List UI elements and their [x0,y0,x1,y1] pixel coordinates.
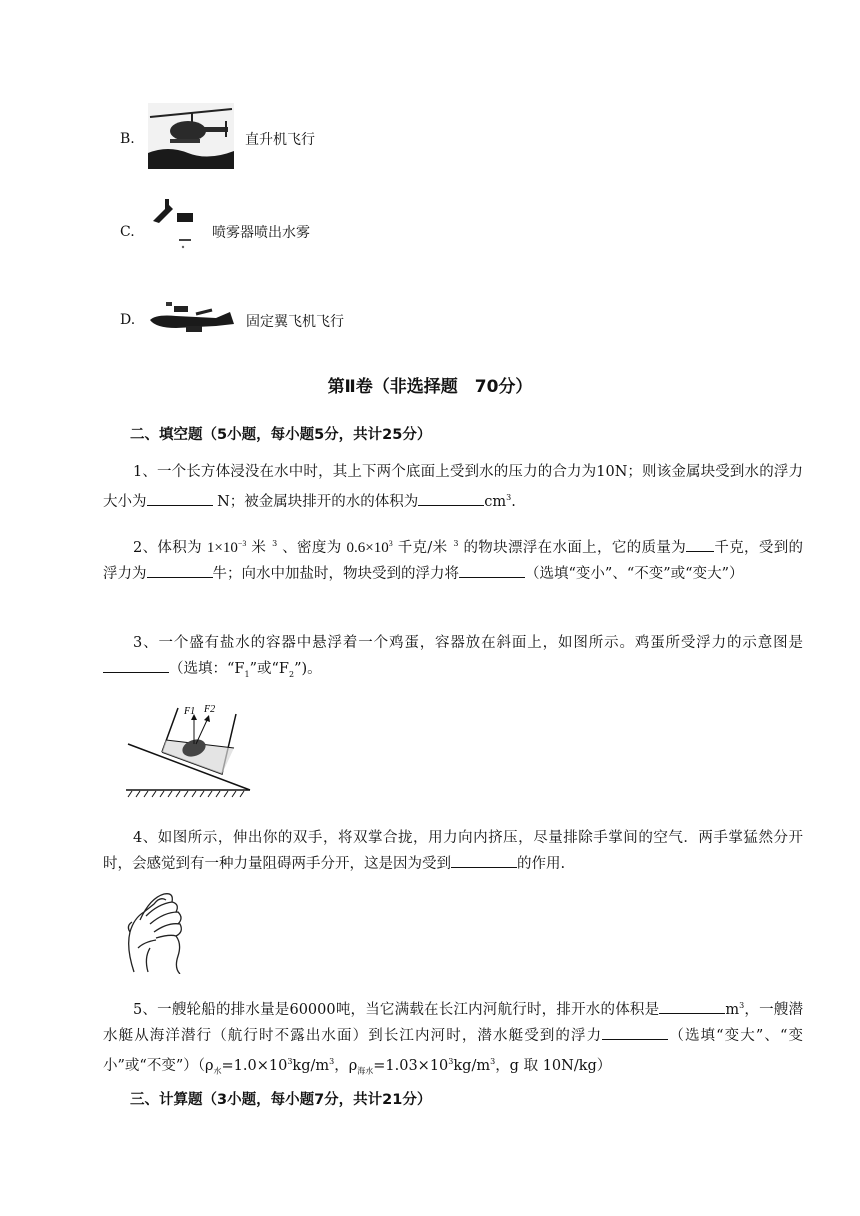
q5-text-j: ，g 取 10N/kg） [495,1057,612,1074]
question-5 [103,993,803,1085]
q2-blank-2[interactable] [147,563,213,578]
label-f1: F1 [184,706,196,717]
q2-density [347,540,393,556]
q4-blank[interactable] [451,853,517,868]
option-d-text: 固定翼飞机飞行 [246,314,344,330]
q2-blank-3[interactable] [459,563,525,578]
q5-exp-e: 3 [287,1056,293,1066]
q2-density-coef: 0.6×10 [346,540,389,556]
q2-unit1: 米 [251,540,267,556]
q3-text-b: （选填：“F [169,661,245,677]
q5-text-d: （选填“变大”、“变小”或“不变”）（ρ [103,1027,804,1074]
q5-blank-1[interactable] [659,999,725,1014]
fill-heading: 二、填空题（5小题，每小题5分，共计25分） [130,427,432,443]
q2-text-d: 千克，受到的浮力为 [103,540,804,582]
option-d-letter: D. [120,312,136,328]
option-c-text: 喷雾器喷出水雾 [212,225,310,241]
q5-exp-i: 3 [490,1056,496,1066]
q2-volume-exp: −3 [237,539,247,548]
q2-unit2: 千克/米 [397,540,448,556]
q2-unit2-exp: 3 [453,539,459,549]
q1-end: . [511,493,516,510]
egg-incline-figure [124,700,254,800]
label-f2: F2 [204,704,216,715]
q3-sub-1: 1 [244,669,250,679]
question-4 [103,825,803,877]
q3-text-a: 3、一个盛有盐水的容器中悬浮着一个鸡蛋，容器放在斜面上，如图所示。鸡蛋所受浮力的示意图是 [133,635,803,651]
q1-unit: cm [484,493,507,510]
q5-unit: m [725,1001,740,1018]
q4-text-b: 的作用. [517,856,566,872]
q1-text-a: 1、一个长方体浸没在水中时，其上下两个底面上受到水的压力的合力为10N；则该金属块受到水的浮力大小为 [103,464,803,510]
q1-text-b: N；被金属块排开的水的体积为 [212,493,419,510]
q5-text-a: 5、一艘轮船的排水量是60000吨，当它满载在长江内河航行时，排开水的体积是 [133,1001,660,1018]
q2-density-exp: 3 [388,539,393,548]
q5-sub-sea: 海水 [357,1066,374,1076]
q2-volume-coef: 1×10 [206,540,238,556]
q2-unit1-exp: 3 [272,539,278,549]
q3-text-c: ”或“F [249,661,289,677]
q5-unit-exp: 3 [739,1001,745,1010]
option-b-letter: B. [120,131,135,147]
q5-text-e: =1.0×10 [221,1057,288,1074]
q2-blank-1[interactable] [686,537,714,552]
option-b-text: 直升机飞行 [245,132,315,148]
q2-volume [207,540,246,556]
q3-sub-2: 2 [288,669,295,679]
q5-text-i: kg/m [453,1057,491,1074]
q2-text-f: （选填“变小”、“不变”或“变大”） [525,566,744,582]
airplane-icon [146,300,236,340]
calc-heading: 三、计算题（3小题，每小题7分，共计21分） [130,1092,432,1108]
question-1 [103,459,803,515]
section-title: 第Ⅱ卷（非选择题 70分） [327,377,533,397]
q5-text-f: kg/m [292,1057,330,1074]
helicopter-icon [148,103,234,169]
q1-unit-exp: 3 [506,493,512,502]
q3-text-d: ”)。 [294,661,322,677]
q2-text-c: 的物块漂浮在水面上，它的质量为 [463,540,687,556]
q4-text-a: 4、如图所示，伸出你的双手，将双掌合拢，用力向内挤压，尽量排除手掌间的空气．两手掌猛然分开时，会感觉到有一种力量阻碍两手分开，这是因为受到 [103,830,803,872]
q5-text-g: ，ρ [334,1057,358,1074]
q3-blank[interactable] [103,658,169,673]
q5-text-h: =1.03×10 [373,1057,449,1074]
question-2 [103,531,803,587]
q1-blank-2[interactable] [418,491,484,506]
q5-sub-water: 水 [213,1066,222,1076]
q5-blank-2[interactable] [602,1025,668,1040]
question-3 [103,630,803,688]
option-c-letter: C. [120,224,135,240]
q2-text-a: 2、体积为 [133,540,202,556]
q5-exp-f: 3 [329,1056,335,1066]
q1-blank-1[interactable] [147,491,213,506]
q2-text-b: 、密度为 [282,540,342,556]
q5-exp-h: 3 [448,1056,454,1066]
q5-text-c: ，一艘潜水艇从海洋潜行（航行时不露出水面）到长江内河时，潜水艇受到的浮力 [103,1001,803,1044]
q2-text-e: 牛；向水中加盐时，物块受到的浮力将 [212,566,459,582]
clasped-hands-figure [120,888,196,974]
sprayer-icon [147,195,197,255]
